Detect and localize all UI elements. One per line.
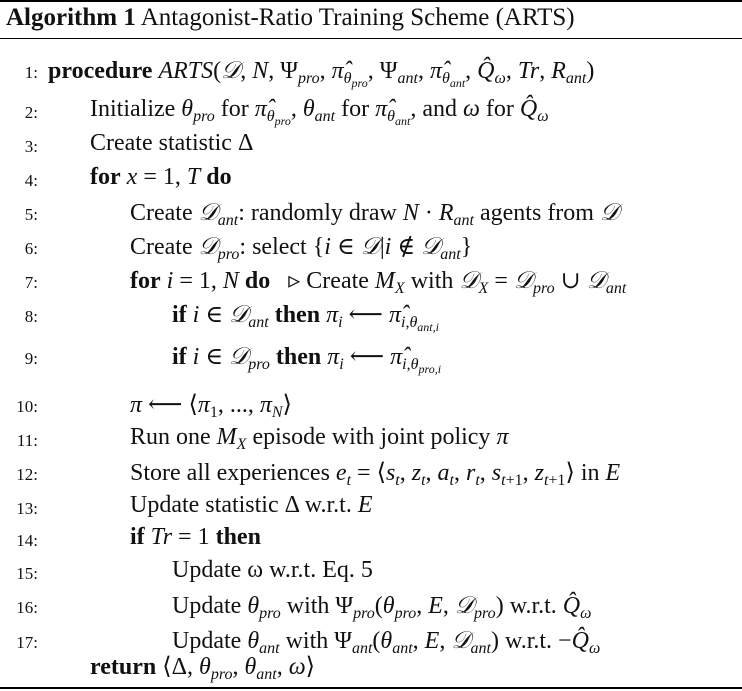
line-number: 6: — [24, 239, 38, 258]
line-content: Run one $M_X$ episode with joint policy π — [130, 424, 509, 453]
line-content: procedure ARTS(𝒟, N, $\Psi_{pro}$, $\pî_{\theta_{pro}}$, $\Psi_{ant}$, $\pî_{\theta_{ant}}$, $Q̂_\omega$, Tr, $R_{ant}$) — [48, 56, 595, 90]
line-number: 10: — [16, 397, 38, 416]
line-number: 17: — [16, 633, 38, 652]
line-number: 5: — [24, 205, 38, 224]
bottom-rule — [0, 687, 742, 689]
title-rule — [0, 38, 742, 39]
line-content: return ⟨Δ, $\theta_{pro}$, $\theta_{ant}$, ω⟩ — [90, 654, 316, 683]
line-number: 4: — [24, 171, 38, 190]
algorithm-title — [6, 4, 575, 32]
top-rule — [0, 0, 742, 2]
line-number: 9: — [24, 349, 38, 368]
line-number: 8: — [24, 307, 38, 326]
line-number: 11: — [16, 431, 38, 450]
line-number: 15: — [16, 564, 38, 583]
line-content: if i ∈ 𝒟$_{ant}$ then $\pi_i$ ⟵ $\pî_{i,\theta_{ant,i}}$ — [172, 300, 439, 334]
line-content: Store all experiences $e_t$ = $⟨s_t$, $z_t$, $a_t$, $r_t$, $s_{t+1}$, $z_{t+1}⟩$ in E — [130, 460, 621, 489]
line-content: Update $\theta_{ant}$ with $\Psi_{ant}(\theta_{ant}$, E, 𝒟$_{ant}$) w.r.t. $-Q̂_\omega$ — [172, 626, 601, 657]
line-content: Update $\theta_{pro}$ with $\Psi_{pro}(\theta_{pro}$, E, 𝒟$_{pro}$) w.r.t. $Q̂_\omega$ — [172, 591, 592, 622]
line-number: 3: — [24, 137, 38, 156]
line-number: 12: — [16, 465, 38, 484]
algorithm-name: Antagonist-Ratio Training Scheme (ARTS) — [140, 4, 575, 31]
line-number: 2: — [24, 103, 38, 122]
line-number: 13: — [16, 499, 38, 518]
line-content: Initialize $\theta_{pro}$ for $\pî_{\theta_{pro}}$, $\theta_{ant}$ for $\pî_{\theta_{ant}}$, and ω for $Q̂_\omega$ — [90, 96, 549, 128]
line-number: 16: — [16, 598, 38, 617]
line-number: 1: — [24, 63, 38, 82]
line-content: π ⟵ $⟨\pi_1$, ..., $\pi_N⟩$ — [130, 392, 292, 421]
line-content: Create statistic Δ — [90, 130, 254, 156]
line-content: Create 𝒟$_{pro}$: select {i ∈ 𝒟|i ∉ 𝒟$_{ant}$} — [130, 232, 473, 263]
line-content: Update statistic Δ w.r.t. E — [130, 492, 373, 518]
line-content: if i ∈ 𝒟$_{pro}$ then $\pi_i$ ⟵ $\pî_{i,\theta_{pro,i}}$ — [172, 342, 442, 376]
line-number: 14: — [16, 531, 38, 550]
line-content: Update ω w.r.t. Eq. 5 — [172, 557, 373, 583]
line-content: Create 𝒟$_{ant}$: randomly draw $N \cdot R_{ant}$ agents from 𝒟 — [130, 198, 620, 229]
line-content: if Tr = 1 then — [130, 524, 261, 550]
line-number: 7: — [24, 273, 38, 292]
line-content: for i = 1, N do ▹ Create $M_X$ with 𝒟$_X$ = 𝒟$_{pro}$ ∪ 𝒟$_{ant}$ — [130, 266, 627, 297]
line-content: for x = 1, T do — [90, 164, 232, 190]
algorithm-label: Algorithm 1 — [6, 4, 136, 31]
